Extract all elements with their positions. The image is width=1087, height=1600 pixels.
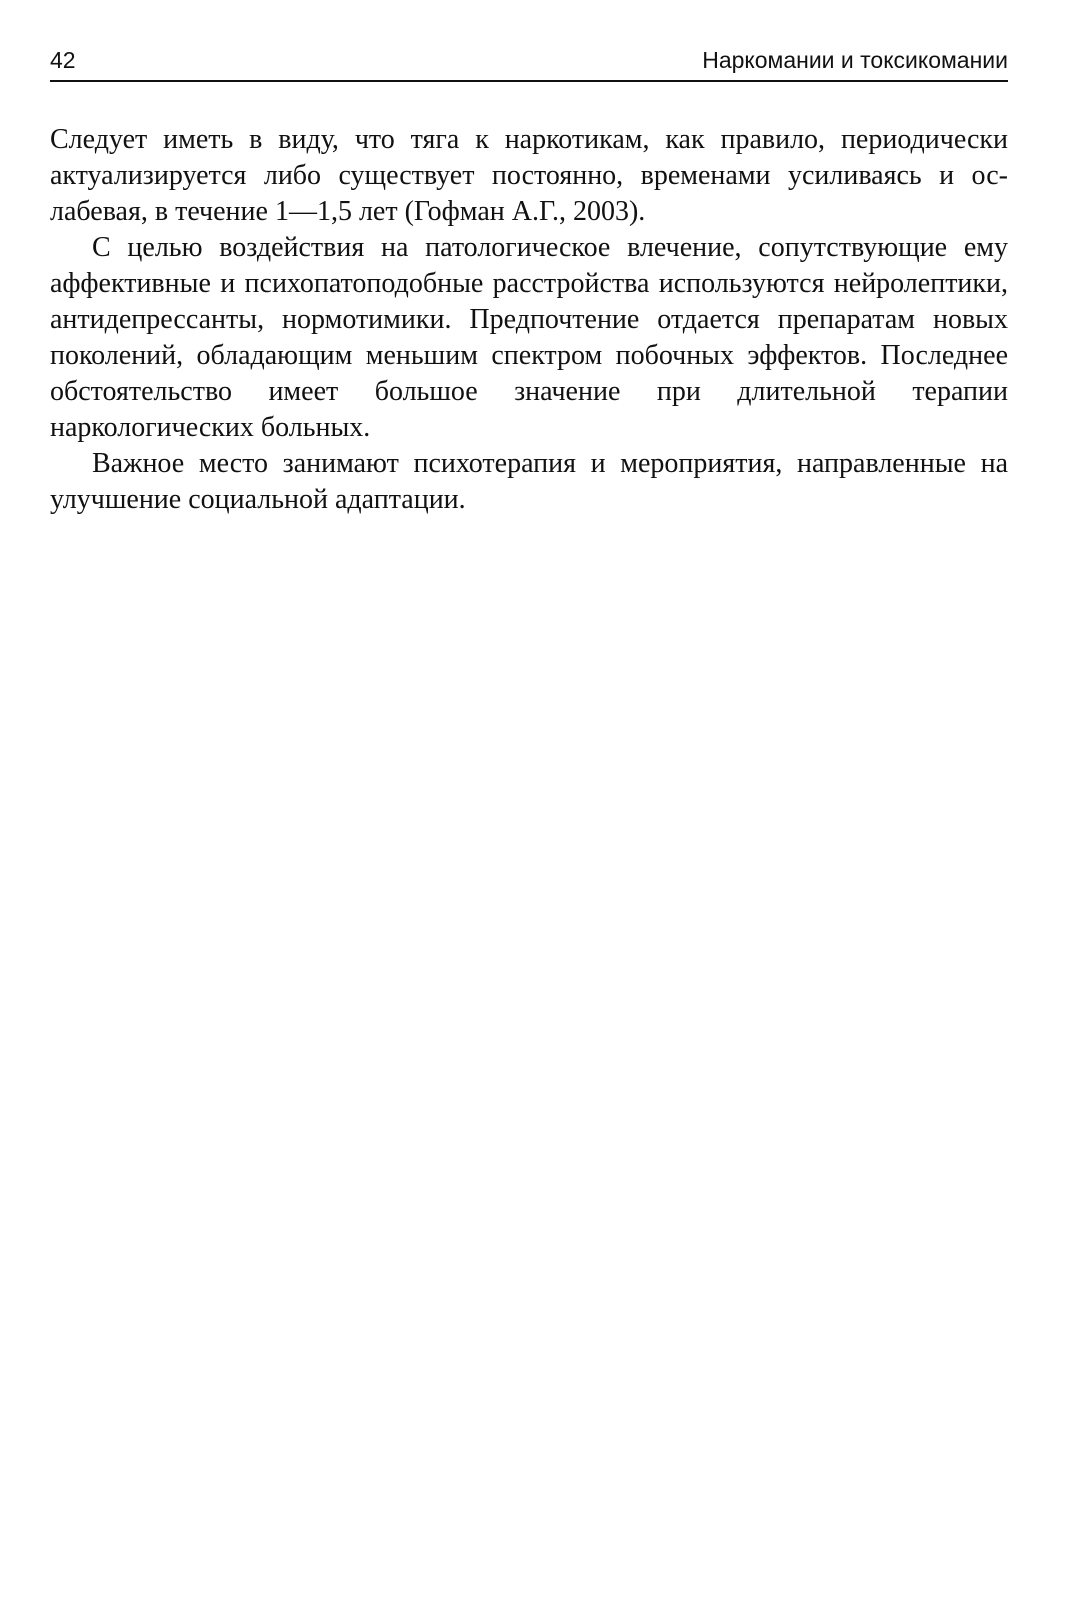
book-page <box>50 40 1008 518</box>
paragraph-3: Важное место занимают психотерапия и мероприятия, направленные на улучшение социальной адаптации. <box>50 448 1008 515</box>
page-number: 42 <box>50 47 76 73</box>
paragraph-1: Следует иметь в виду, что тяга к наркотикам, как правило, периодически актуализируется либо существует постоянно, временами усиливаясь и ослабевая, в течение 1—1,5 лет (Гофман А.Г., 2003). <box>50 124 1008 227</box>
running-head-title: Наркомании и токсикомании <box>702 47 1008 73</box>
running-head <box>50 40 1008 82</box>
paragraph-2: С целью воздействия на патологическое влечение, сопутствующие ему аффективные и психопатоподобные расстройства используются нейролептики, антидепрессанты, нормотимики. Предпочтение отдается препаратам новых поколений, обладающим меньшим спектром побочных эффектов. Последнее обстоятельство имеет большое значение при длительной терапии наркологических больных. <box>50 232 1008 443</box>
body-text <box>50 122 1008 518</box>
